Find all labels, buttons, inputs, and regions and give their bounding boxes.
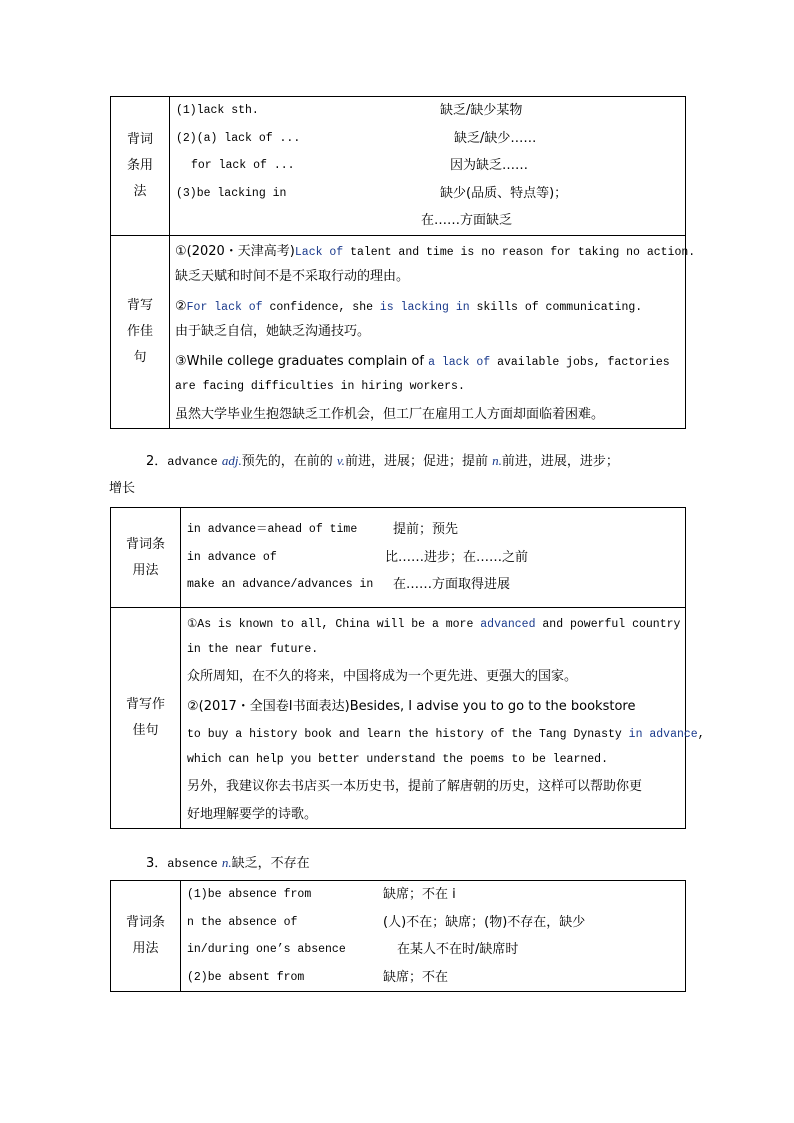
usage-line: (2)(a) lack of ... 缺乏/缺少…… — [176, 130, 537, 146]
absence-table — [110, 880, 686, 992]
example-line: ②For lack of confidence, she is lacking in skills of communicating. — [175, 298, 643, 314]
usage-line: (1)lack sth. 缺乏/缺少某物 — [176, 103, 523, 118]
usage-label: 背词条用法 — [111, 97, 170, 236]
example-line: 众所周知，在不久的将来，中国将成为一个更先进、更强大的国家。 — [187, 669, 578, 684]
example-line: ③While college graduates complain of a lack of available jobs, factories — [175, 353, 670, 369]
example-line: ②(2017・全国卷Ⅰ书面表达)Besides, I advise you to go to the bookstore — [187, 698, 636, 714]
example-line: 另外，我建议你去书店买一本历史书，提前了解唐朝的历史，这样可以帮助你更 — [187, 779, 643, 794]
example-line: in the near future. — [187, 642, 319, 656]
usage-row — [111, 508, 686, 608]
example-line: 虽然大学毕业生抱怨缺乏工作机会，但工厂在雇用工人方面却面临着困难。 — [175, 406, 605, 422]
example-line: are facing difficulties in hiring workers. — [175, 380, 465, 393]
usage-line: 在……方面缺乏 — [421, 213, 513, 228]
example-content — [170, 235, 696, 429]
usage-label: 背词条用法 — [111, 508, 181, 608]
usage-row — [111, 97, 686, 236]
usage-label: 背词条用法 — [111, 881, 181, 992]
advance-heading: 2．advance adj.预先的，在前的 v.前进，进展；促进；提前 n.前进，进展，进步； — [146, 453, 619, 469]
usage-line: make an advance/advances in 在……方面取得进展 — [187, 577, 511, 593]
example-label: 背写作佳句 — [111, 235, 170, 429]
example-line: 好地理解要学的诗歌。 — [187, 806, 318, 822]
advance-heading-wrap: 增长 — [109, 481, 136, 496]
usage-line: in advance of 比……进步；在……之前 — [187, 549, 529, 565]
example-label: 背写作佳句 — [111, 608, 181, 829]
usage-line: (3)be lacking in 缺少(品质、特点等)； — [176, 185, 568, 201]
advance-table — [110, 507, 705, 829]
usage-content — [181, 508, 686, 608]
usage-line: for lack of ... 因为缺乏…… — [191, 158, 529, 173]
example-row — [111, 608, 686, 829]
example-line: 缺乏天赋和时间不是不采取行动的理由。 — [175, 269, 410, 284]
absence-heading: 3．absence n.缺乏，不存在 — [146, 855, 310, 871]
example-line: to buy a history book and learn the history of the Tang Dynasty in advance, — [187, 728, 705, 741]
usage-line: n the absence of (人)不在；缺席；(物)不存在，缺少 — [187, 914, 586, 930]
example-content — [181, 608, 705, 829]
usage-line: (1)be absence from 缺席；不在 i — [187, 887, 456, 902]
usage-content — [170, 97, 686, 236]
usage-line: in advance＝ahead of time 提前；预先 — [187, 522, 459, 538]
example-line: 由于缺乏自信，她缺乏沟通技巧。 — [175, 324, 371, 339]
lack-table — [110, 96, 696, 429]
usage-line: (2)be absent from 缺席；不在 — [187, 969, 449, 985]
usage-content — [181, 881, 686, 992]
example-row — [111, 235, 686, 429]
example-line: ①As is known to all, China will be a more advanced and powerful country — [187, 618, 681, 631]
example-line: ①(2020・天津高考)Lack of talent and time is no reason for taking no action. — [175, 243, 696, 259]
usage-row — [111, 881, 686, 992]
usage-line: in/during one’s absence 在某人不在时/缺席时 — [187, 942, 519, 957]
example-line: which can help you better understand the poems to be learned. — [187, 752, 608, 766]
